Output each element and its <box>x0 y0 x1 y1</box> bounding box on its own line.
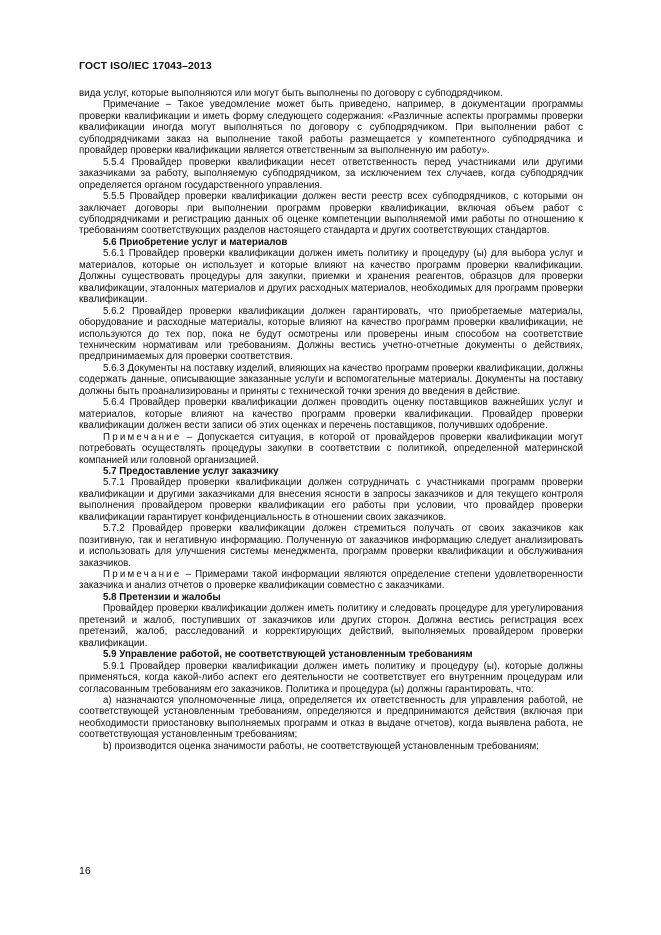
page-number: 16 <box>79 865 91 877</box>
clause-5-5-4: 5.5.4 Провайдер проверки квалификации несет ответственность перед участниками или другими заказчиками за работу, выполняемую субподрядчиком, за исключением тех случаев, когда субподрядчик определяется органом государственного управления. <box>79 156 583 191</box>
clause-5-6-2: 5.6.2 Провайдер проверки квалификации должен гарантировать, что приобретаемые материалы, оборудование и расходные материалы, которые влияют на качество программ проверки квалификации, не используются до тех пор, пока не будут осмотрены или проверены иным способом на соответствие техническим нормативам или требованиям. Должны вестись учетно-отчетные документы о действиях, предпринимаемых для проверки соответствия. <box>79 305 583 363</box>
section-heading-5-6: 5.6 Приобретение услуг и материалов <box>103 236 288 248</box>
note-text: – Допускается ситуация, в которой от провайдеров проверки квалификации могут потребовать осуществлять процедуры закупки в соответствии с политикой, определенной материнской компанией или головной организацией. <box>79 431 583 466</box>
document-body <box>79 88 583 752</box>
section-heading-5-8: 5.8 Претензии и жалобы <box>103 591 221 603</box>
clause-5-6-3: 5.6.3 Документы на поставку изделий, влияющих на качество программ проверки квалификации, должны содержать данные, описывающие заказанные услуги и вспомогательные материалы. Документы на поставку должны быть проанализированы и приняты с технической точки зрения до введения в действие. <box>79 362 583 397</box>
list-item-b: b) производится оценка значимости работы, не соответствующей установленным требованиям; <box>103 740 539 752</box>
note-paragraph <box>79 569 583 592</box>
clause-5-7-1: 5.7.1 Провайдер проверки квалификации должен сотрудничать с участниками программ проверки квалификации и другими заказчиками для внесения ясности в запросы заказчиков и для текущего контроля выполнения провайдером проверки квалификации его работы при условии, что провайдер проверки квалификации гарантирует конфиденциальность в отношении своих заказчиков. <box>79 477 583 523</box>
note-paragraph <box>79 432 583 466</box>
clause-5-6-1: 5.6.1 Провайдер проверки квалификации должен иметь политику и процедуру (ы) для выбора услуг и материалов, которые он использует и которые влияют на качество программ проверки квалификации. Должны существовать процедуры для закупки, приемки и хранения реагентов, образцов для проверки квалификации, эталонных материалов и других расходных материалов, необходимых для программ проверки квалификации. <box>79 248 583 306</box>
note-text: – Примерами такой информации являются определение степени удовлетворенности заказчика и анализ отчетов о проверке квалификации совместно с заказчиками. <box>79 569 583 592</box>
clause-5-6-4: 5.6.4 Провайдер проверки квалификации должен проводить оценку поставщиков важнейших услуг и материалов, которые влияют на качество программ проверки квалификации. Провайдер проверки квалификации должен вести записи об этих оценках и перечень поставщиков, получивших одобрение. <box>79 397 583 432</box>
paragraph-continuation: вида услуг, которые выполняются или могут быть выполнены по договору с субподрядчиком. <box>79 88 503 99</box>
list-item-a: а) назначаются уполномоченные лица, определяется их ответственность для управления работой, не соответствующей установленным требованиям, определяются и предпринимаются действия (включая при необходимости приостановку выполняемых программ и отказ в выдаче отчетов), когда выявлена работа, не соответствующая установленным требованиям; <box>79 695 583 741</box>
clause-5-8-text: Провайдер проверки квалификации должен иметь политику и следовать процедуре для урегулирования претензий и жалоб, поступивших от заказчиков или других сторон. Должна вестись регистрация всех претензий, жалоб, расследований и корректирующих действий, выполняемых провайдером проверки квалификации. <box>79 603 583 649</box>
note-label: Примечание <box>103 431 182 443</box>
page-header: ГОСТ ISO/IEC 17043–2013 <box>79 60 212 72</box>
note-label: Примечание <box>103 569 182 581</box>
clause-5-9-1: 5.9.1 Провайдер проверки квалификации должен иметь политику и процедуру (ы), которые должны применяться, когда какой-либо аспект его деятельности не соответствует его внутренним процедурам или согласованным требованиям его заказчиков. Политика и процедура (ы) должны гарантировать, что: <box>79 660 583 695</box>
section-heading-5-7: 5.7 Предоставление услуг заказчику <box>103 465 279 477</box>
clause-5-7-2: 5.7.2 Провайдер проверки квалификации должен стремиться получать от своих заказчиков как позитивную, так и негативную информацию. Полученную от заказчиков информацию следует анализировать и использовать для улучшения системы менеджмента, программ проверки квалификации и обслуживания заказчиков. <box>79 523 583 569</box>
section-heading-5-9: 5.9 Управление работой, не соответствующей установленным требованиям <box>103 649 473 661</box>
clause-5-5-5: 5.5.5 Провайдер проверки квалификации должен вести реестр всех субподрядчиков, с которыми он заключает договоры при выполнении программ проверки квалификации, включая объем работ с субподрядчиками и регистрацию данных об оценке компетенции выполняемой ими работы по отношению к требованиям соответствующих разделов настоящего стандарта и других соответствующих стандартов. <box>79 191 583 237</box>
note-paragraph: Примечание – Такое уведомление может быть приведено, например, в документации программы проверки квалификации и иметь форму следующего содержания: «Различные аспекты программы проверки квалификации иногда могут выполняться по договору с субподрядчиком. При выполнении работ с субподрядчиками заказ на выполнение такой работы размещается у компетентного субподрядчика и провайдер проверки квалификации является ответственным за выполненную им работу». <box>79 99 583 157</box>
